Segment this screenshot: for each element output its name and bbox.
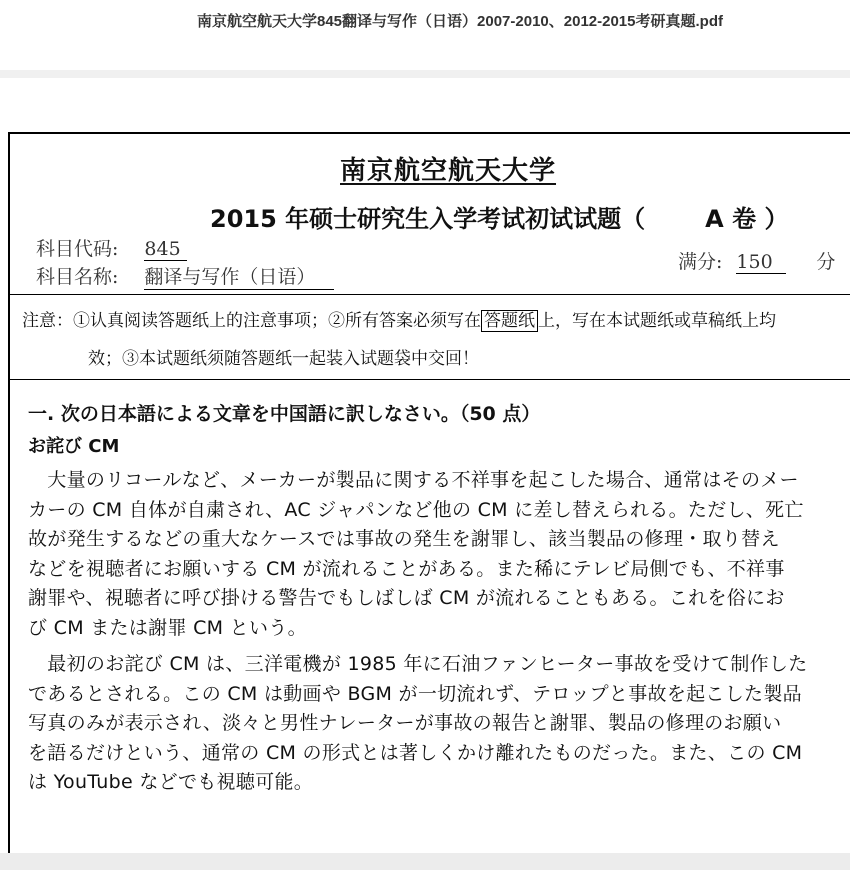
answer-sheet-box: 答题纸 xyxy=(481,310,538,332)
paragraph-line: を語るだけという、通常の CM の形式とは著しくかけ離れたものだった。また、この CM xyxy=(28,741,803,764)
section-1-heading: 一. 次の日本語による文章を中国語に訳しなさい。（50 点） xyxy=(28,403,541,425)
paragraph-line: カーの CM 自体が自粛され、AC ジャパンなど他の CM に差し替えられる。ただし、死亡 xyxy=(28,498,804,521)
score-label: 满分: xyxy=(678,251,723,273)
divider-top xyxy=(10,294,850,295)
score-unit: 分 xyxy=(816,251,836,273)
notice-line-1 xyxy=(22,306,776,331)
divider-bottom xyxy=(10,379,850,380)
document-title: 南京航空航天大学845翻译与写作（日语）2007-2010、2012-2015考研真题.pdf xyxy=(197,13,723,30)
header-divider xyxy=(0,70,850,78)
section-1-subheading: お詫び CM xyxy=(28,436,120,457)
notice-text-a: 注意：①认真阅读答题纸上的注意事项；②所有答案必须写在 xyxy=(22,311,481,331)
exam-version: A 卷 ） xyxy=(705,205,789,233)
exam-title xyxy=(210,199,788,234)
full-score xyxy=(678,247,835,274)
paragraph-line: 故が発生するなどの重大なケースでは事故の発生を謝罪し、該当製品の修理・取り替え xyxy=(28,528,780,550)
paragraph-1 xyxy=(28,466,850,643)
subject-name-label: 科目名称: xyxy=(36,266,119,288)
paragraph-line: び CM または謝罪 CM という。 xyxy=(28,616,307,639)
score-value: 150 xyxy=(736,251,786,274)
paragraph-line: であるとされる。この CM は動画や BGM が一切流れず、テロップと事故を起こした製品 xyxy=(28,682,802,705)
paragraph-line: 大量のリコールなど、メーカーが製品に関する不祥事を起こした場合、通常はそのメー xyxy=(28,469,799,491)
notice-line-2: 效；③本试题纸须随答题纸一起装入试题袋中交回！ xyxy=(88,349,479,369)
subject-name-value: 翻译与写作（日语） xyxy=(144,262,334,290)
viewer-header xyxy=(0,0,850,71)
exam-title-main: 2015 年硕士研究生入学考试初试试题（ xyxy=(210,205,646,233)
subject-code-value: 845 xyxy=(144,238,186,261)
viewer-footer-bar xyxy=(0,853,850,870)
notice-text-b: 上，写在本试题纸或草稿纸上均 xyxy=(538,311,776,331)
university-name: 南京航空航天大学 xyxy=(340,156,557,186)
page-content xyxy=(22,134,850,854)
pdf-page xyxy=(8,132,850,854)
paragraph-2 xyxy=(28,650,850,798)
subject-code-label: 科目代码: xyxy=(36,238,119,260)
paragraph-line: 謝罪や、視聴者に呼び掛ける警告でもしばしば CM が流れることもある。これを俗にお xyxy=(28,587,785,609)
paragraph-line: は YouTube などでも視聴可能。 xyxy=(28,771,314,793)
subject-name-row xyxy=(36,262,334,290)
paragraph-line: 最初のお詫び CM は、三洋電機が 1985 年に石油ファンヒーター事故を受けて制作した xyxy=(28,653,808,675)
paragraph-line: などを視聴者にお願いする CM が流れることがある。また稀にテレビ局側でも、不祥事 xyxy=(28,557,785,580)
paragraph-line: 写真のみが表示され、淡々と男性ナレーターが事故の報告と謝罪、製品の修理のお願い xyxy=(28,712,782,734)
subject-code-row xyxy=(36,234,187,261)
